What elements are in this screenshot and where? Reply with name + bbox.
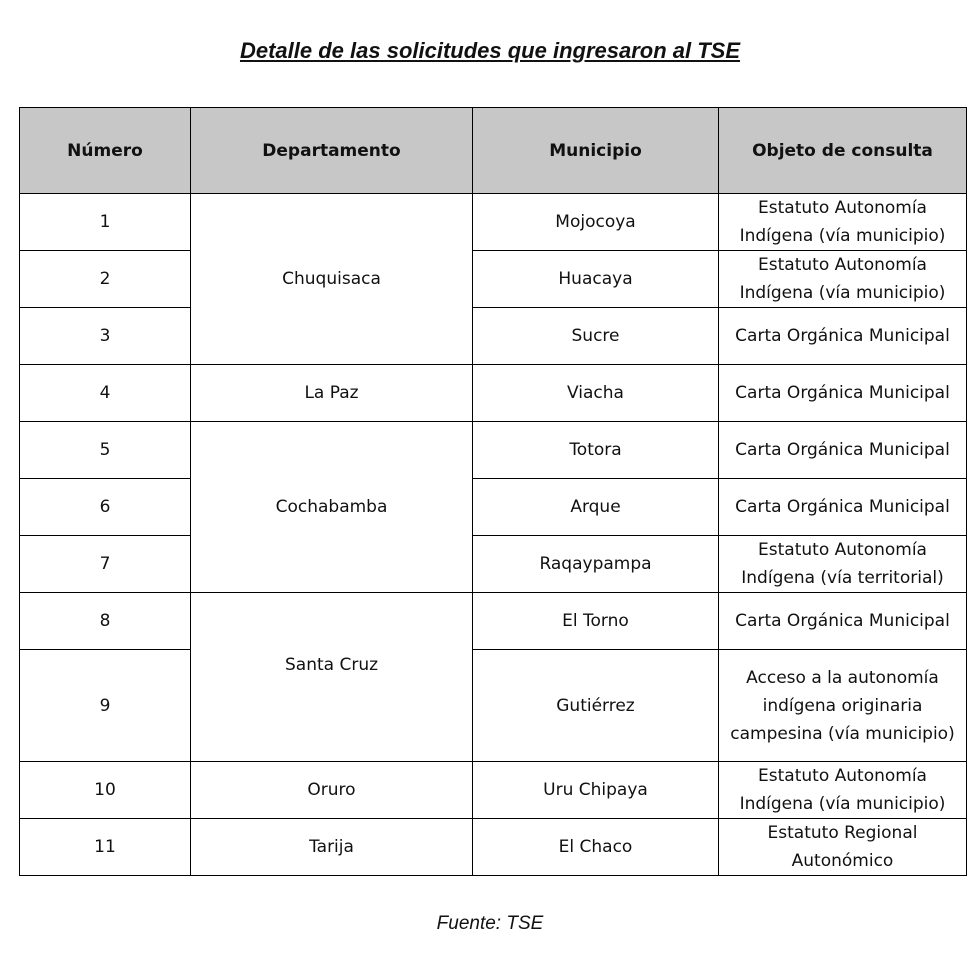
header-numero: Número: [20, 108, 191, 194]
table-row: [20, 308, 967, 365]
table-row: [20, 194, 967, 251]
cell-numero: 9: [20, 650, 191, 762]
cell-numero: 8: [20, 593, 191, 650]
cell-municipio: Arque: [473, 479, 719, 536]
cell-numero: 4: [20, 365, 191, 422]
cell-departamento: Oruro: [191, 762, 473, 819]
table-row: [20, 365, 967, 422]
cell-numero: 6: [20, 479, 191, 536]
cell-objeto: Estatuto Regional Autonómico: [719, 819, 967, 876]
cell-objeto: Carta Orgánica Municipal: [719, 365, 967, 422]
table-row: [20, 762, 967, 819]
cell-municipio: Sucre: [473, 308, 719, 365]
cell-objeto: Estatuto Autonomía Indígena (vía territorial): [719, 536, 967, 593]
cell-objeto: Estatuto Autonomía Indígena (vía municipio): [719, 251, 967, 308]
source-note: Fuente: TSE: [436, 913, 544, 934]
table-row: [20, 479, 967, 536]
cell-objeto: Carta Orgánica Municipal: [719, 422, 967, 479]
cell-objeto: Estatuto Autonomía Indígena (vía municipio): [719, 762, 967, 819]
header-objeto: Objeto de consulta: [719, 108, 967, 194]
cell-departamento: La Paz: [191, 365, 473, 422]
cell-objeto: Acceso a la autonomía indígena originaria campesina (vía municipio): [719, 650, 967, 762]
table-row: [20, 593, 967, 650]
cell-municipio: Totora: [473, 422, 719, 479]
cell-numero: 7: [20, 536, 191, 593]
cell-numero: 11: [20, 819, 191, 876]
table-row: [20, 422, 967, 479]
cell-departamento: Santa Cruz: [191, 593, 473, 762]
table-row: [20, 251, 967, 308]
table-row: [20, 819, 967, 876]
header-municipio: Municipio: [473, 108, 719, 194]
cell-objeto: Carta Orgánica Municipal: [719, 479, 967, 536]
cell-departamento: Chuquisaca: [191, 194, 473, 365]
cell-numero: 3: [20, 308, 191, 365]
cell-municipio: Uru Chipaya: [473, 762, 719, 819]
cell-departamento: Cochabamba: [191, 422, 473, 593]
cell-municipio: Viacha: [473, 365, 719, 422]
cell-numero: 10: [20, 762, 191, 819]
cell-municipio: Huacaya: [473, 251, 719, 308]
table-row: [20, 650, 967, 762]
cell-numero: 1: [20, 194, 191, 251]
cell-municipio: Raqaypampa: [473, 536, 719, 593]
cell-departamento: Tarija: [191, 819, 473, 876]
page-title: Detalle de las solicitudes que ingresaron al TSE: [239, 38, 741, 63]
cell-numero: 2: [20, 251, 191, 308]
cell-objeto: Carta Orgánica Municipal: [719, 308, 967, 365]
cell-municipio: Gutiérrez: [473, 650, 719, 762]
requests-table: [19, 107, 967, 876]
cell-municipio: Mojocoya: [473, 194, 719, 251]
cell-municipio: El Chaco: [473, 819, 719, 876]
header-departamento: Departamento: [191, 108, 473, 194]
table-header-row: [20, 108, 967, 194]
cell-numero: 5: [20, 422, 191, 479]
table-row: [20, 536, 967, 593]
cell-municipio: El Torno: [473, 593, 719, 650]
cell-objeto: Carta Orgánica Municipal: [719, 593, 967, 650]
cell-objeto: Estatuto Autonomía Indígena (vía municipio): [719, 194, 967, 251]
